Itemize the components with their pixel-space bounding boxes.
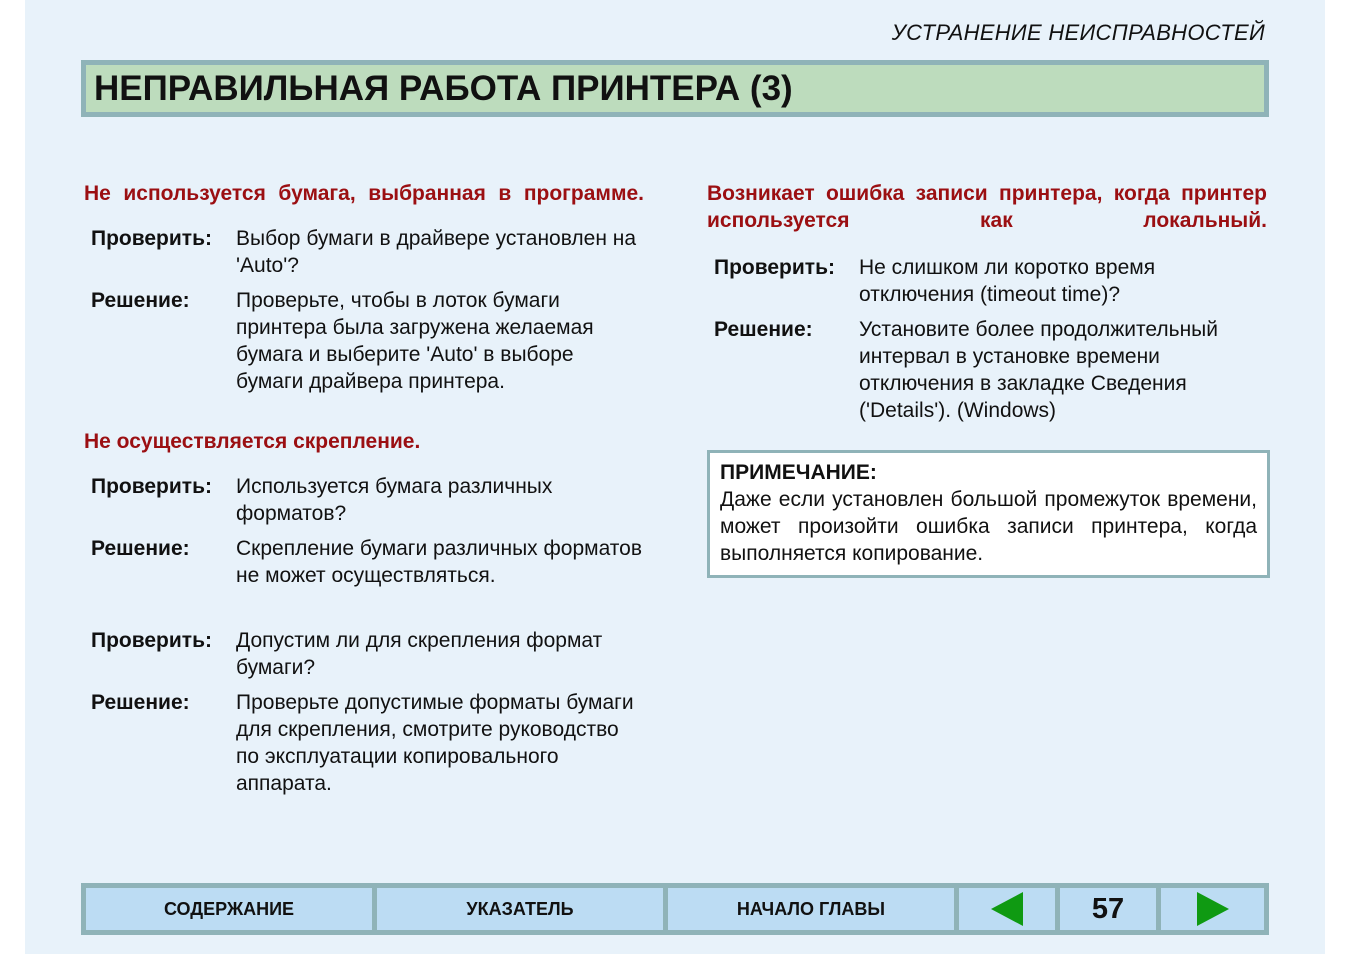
solution-label: Решение:	[91, 289, 190, 312]
check-row	[84, 627, 644, 681]
check-label: Проверить:	[91, 629, 212, 652]
check-row	[84, 473, 644, 527]
solution-label: Решение:	[91, 691, 190, 714]
solution-row	[84, 689, 644, 797]
index-button[interactable]: УКАЗАТЕЛЬ	[377, 888, 663, 930]
solution-text: Установите более продолжительный интервал в установке времени отключения в закладке Сведения ('Details'). (Windows)	[859, 318, 1218, 422]
navigation-bar	[81, 883, 1269, 935]
check-text: Не слишком ли коротко время отключения (timeout time)?	[859, 256, 1156, 306]
solution-row	[84, 287, 644, 395]
solution-row	[84, 535, 644, 589]
problem-heading-stapling: Не осуществляется скрепление.	[84, 430, 421, 453]
title-bar	[81, 60, 1269, 117]
right-column	[707, 180, 1267, 578]
solution-text: Проверьте, чтобы в лоток бумаги принтера была загружена желаемая бумага и выберите 'Auto' в выборе бумаги драйвера принтера.	[236, 289, 594, 393]
arrow-right-icon	[1197, 892, 1229, 926]
arrow-left-icon	[991, 892, 1023, 926]
note-text: Даже если установлен большой промежуток времени, может произойти ошибка записи принтера, когда выполняется копирование.	[720, 488, 1257, 565]
check-label: Проверить:	[91, 227, 212, 250]
left-column	[84, 180, 644, 805]
page	[25, 0, 1325, 954]
contents-button[interactable]: СОДЕРЖАНИЕ	[86, 888, 372, 930]
page-title: НЕПРАВИЛЬНАЯ РАБОТА ПРИНТЕРА (3)	[86, 65, 1264, 112]
check-text: Допустим ли для скрепления формат бумаги?	[236, 629, 603, 679]
chapter-start-button[interactable]: НАЧАЛО ГЛАВЫ	[668, 888, 954, 930]
check-label: Проверить:	[91, 475, 212, 498]
check-row	[707, 254, 1267, 308]
spacer	[84, 597, 644, 627]
check-text: Выбор бумаги в драйвере установлен на 'Auto'?	[236, 227, 637, 277]
check-text: Используется бумага различных форматов?	[236, 475, 553, 525]
note-title: ПРИМЕЧАНИЕ:	[720, 461, 877, 484]
check-label: Проверить:	[714, 256, 835, 279]
solution-text: Проверьте допустимые форматы бумаги для скрепления, смотрите руководство по эксплуатации копировального аппарата.	[236, 691, 634, 795]
check-row	[84, 225, 644, 279]
note-box	[707, 450, 1270, 578]
solution-label: Решение:	[714, 318, 813, 341]
previous-page-button[interactable]	[959, 888, 1055, 930]
spacer	[84, 403, 644, 428]
page-number: 57	[1060, 888, 1156, 930]
solution-label: Решение:	[91, 537, 190, 560]
problem-heading-paper: Не используется бумага, выбранная в программе.	[84, 182, 644, 205]
next-page-button[interactable]	[1161, 888, 1264, 930]
solution-text: Скрепление бумаги различных форматов не может осуществляться.	[236, 537, 643, 587]
solution-row	[707, 316, 1267, 424]
problem-heading-write-error: Возникает ошибка записи принтера, когда принтер используется как локальный.	[707, 182, 1267, 232]
section-label: УСТРАНЕНИЕ НЕИСПРАВНОСТЕЙ	[891, 20, 1265, 45]
